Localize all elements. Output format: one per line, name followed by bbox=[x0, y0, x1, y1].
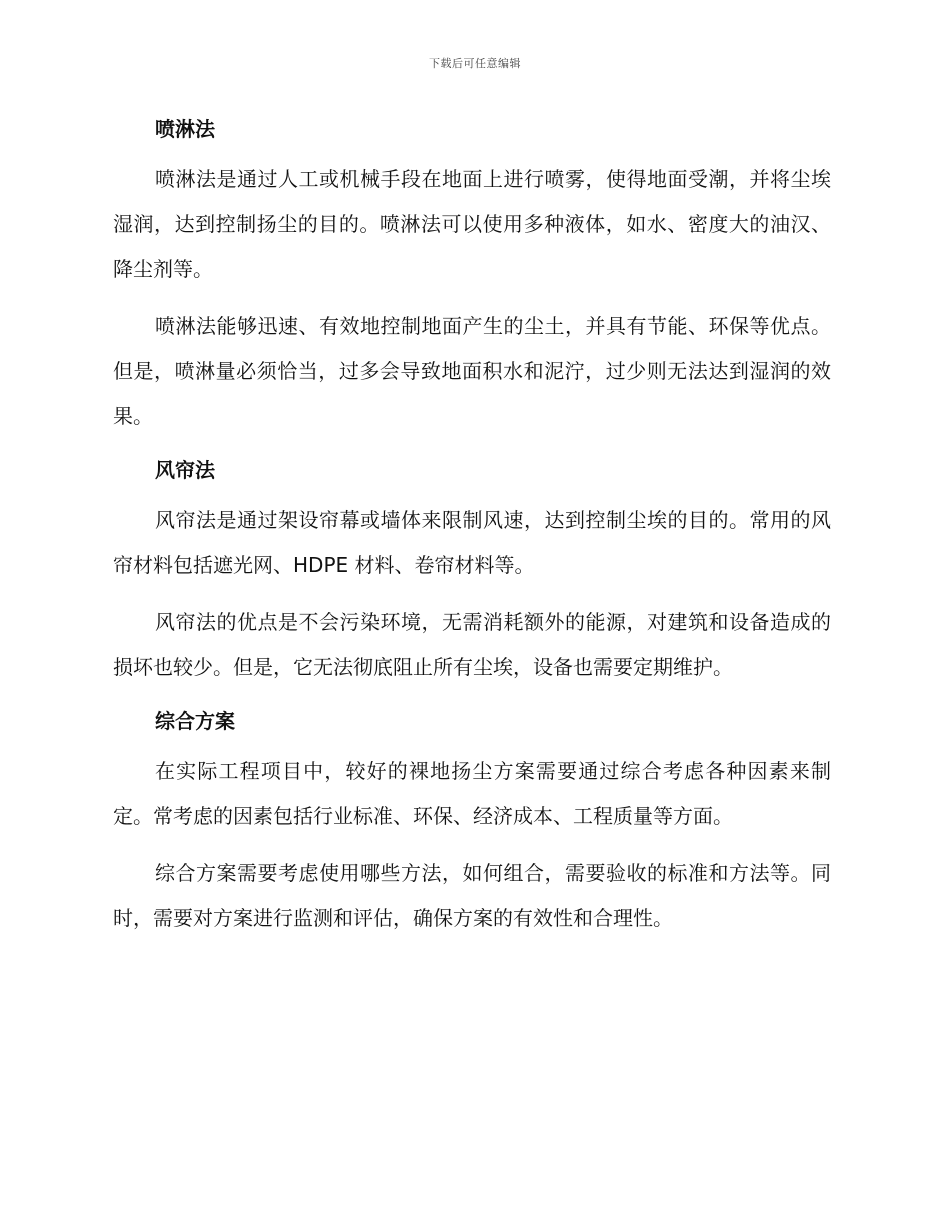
section-heading: 喷淋法 bbox=[155, 117, 215, 141]
document-body bbox=[113, 110, 831, 953]
paragraph: 风帘法的优点是不会污染环境，无需消耗额外的能源，对建筑和设备造成的损坏也较少。但是，它无法彻底阻止所有尘埃，设备也需要定期维护。 bbox=[113, 610, 831, 679]
section-wind-curtain bbox=[113, 451, 831, 690]
paragraph: 喷淋法是通过人工或机械手段在地面上进行喷雾，使得地面受潮，并将尘埃湿润，达到控制扬尘的目的。喷淋法可以使用多种液体，如水、密度大的油汉、降尘剂等。 bbox=[113, 167, 831, 281]
section-spray bbox=[113, 110, 831, 439]
paragraph: 风帘法是通过架设帘幕或墙体来限制风速，达到控制尘埃的目的。常用的风帘材料包括遮光网、HDPE 材料、卷帘材料等。 bbox=[113, 508, 831, 577]
paragraph: 喷淋法能够迅速、有效地控制地面产生的尘土，并具有节能、环保等优点。但是，喷淋量必须恰当，过多会导致地面积水和泥泞，过少则无法达到湿润的效果。 bbox=[113, 314, 831, 428]
page-header-note: 下载后可任意编辑 bbox=[429, 57, 521, 70]
section-heading: 风帘法 bbox=[155, 458, 215, 482]
section-heading: 综合方案 bbox=[155, 709, 235, 733]
paragraph: 在实际工程项目中，较好的裸地扬尘方案需要通过综合考虑各种因素来制定。常考虑的因素包括行业标准、环保、经济成本、工程质量等方面。 bbox=[113, 759, 831, 828]
paragraph: 综合方案需要考虑使用哪些方法，如何组合，需要验收的标准和方法等。同时，需要对方案进行监测和评估，确保方案的有效性和合理性。 bbox=[113, 861, 831, 930]
section-combined-plan bbox=[113, 702, 831, 941]
